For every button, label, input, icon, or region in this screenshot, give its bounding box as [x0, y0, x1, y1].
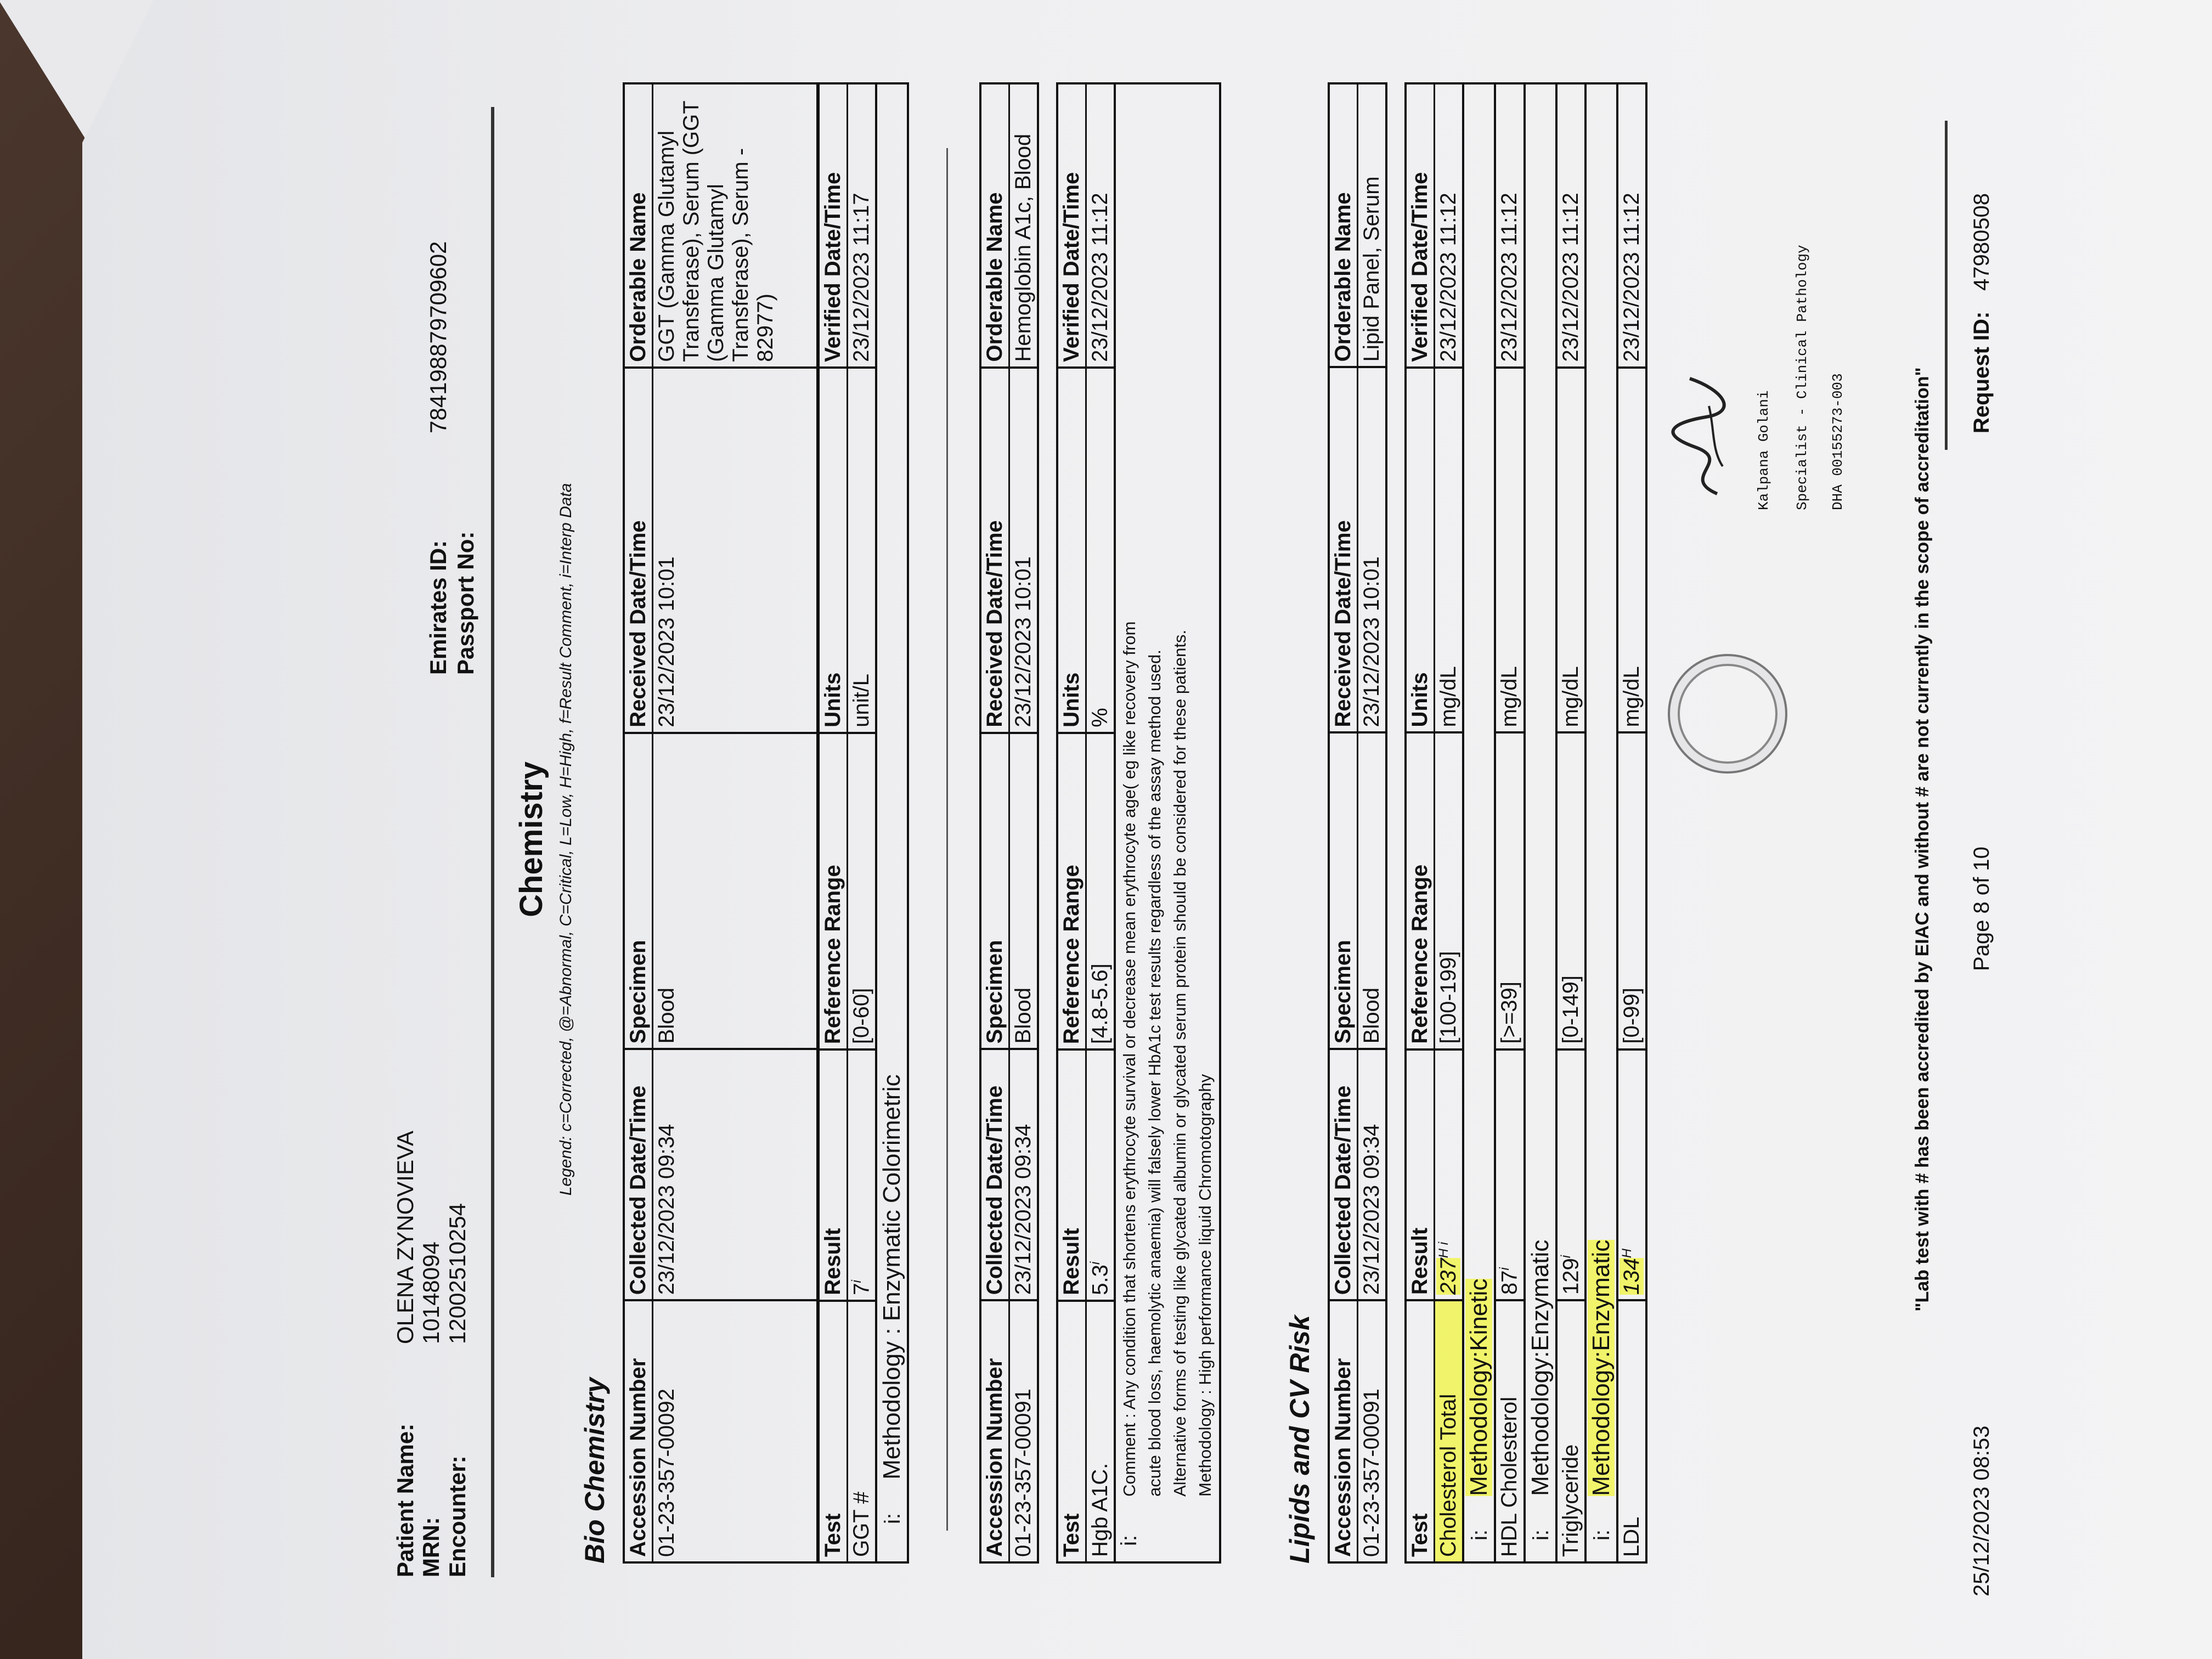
units: mg/dL [1617, 368, 1646, 733]
result-flag: i [1497, 1267, 1513, 1271]
col-test: Test [819, 1301, 848, 1562]
lab-report-page [219, 49, 2212, 1629]
result-number: 237 [1436, 1258, 1461, 1295]
col-result: Result [819, 1049, 848, 1301]
units: mg/dL [1435, 368, 1464, 733]
comment-line: Alternative forms of testing like glycated albumin or glycated serum protein should be considered for these patients. [1170, 629, 1190, 1497]
emirates-id-label: Emirates ID: [425, 540, 451, 675]
verified-datetime: 23/12/2023 11:12 [1086, 83, 1115, 368]
col-units: Units [1406, 368, 1435, 733]
units: % [1086, 368, 1115, 733]
units: mg/dL [1556, 368, 1585, 733]
bio-order-table-2 [979, 82, 1039, 1564]
passport-label: Passport No: [453, 531, 478, 675]
interp-cell [1463, 83, 1495, 1562]
test-name: GGT # [848, 1301, 877, 1562]
result-flag: i [1088, 1261, 1103, 1265]
col-test: Test [1057, 1301, 1086, 1562]
result-flag: H [1619, 1248, 1634, 1259]
legend: Legend: c=Corrected, @=Abnormal, C=Critical, L=Low, H=High, f=Result Comment, i=Interp Data [557, 483, 575, 1196]
interp-block [1117, 89, 1218, 1557]
units: unit/L [848, 368, 877, 733]
page-number: Page 8 of 10 [1970, 847, 1994, 971]
request-id: 47980508 [1970, 193, 1994, 291]
methodology: Methodology:Enzymatic [1587, 1239, 1615, 1496]
interp-row [876, 83, 908, 1562]
table-row [1617, 83, 1646, 1562]
reference-range: [0-149] [1556, 732, 1585, 1049]
result-header-row [819, 83, 848, 1562]
accreditation-note: "Lab test with # has been accredited by EIAC and without # are not currently in the scope of accreditation" [1912, 367, 1933, 1312]
encounter-value: 12002510254 [444, 1203, 470, 1344]
interp-cell [1585, 83, 1617, 1562]
mrn-value: 10148094 [418, 1242, 444, 1344]
result-number: 5.3 [1088, 1265, 1113, 1295]
interp-cell [876, 83, 908, 1562]
interp-label: i: [1589, 1530, 1614, 1541]
mrn-label: MRN: [418, 1517, 444, 1577]
orderable-name: Lipid Panel, Serum [1358, 83, 1387, 367]
result-header-row [1057, 83, 1086, 1562]
page-title: Chemistry [514, 761, 549, 917]
received-datetime: 23/12/2023 10:01 [653, 368, 817, 733]
col-specimen: Specimen [1329, 732, 1358, 1049]
signature-icon [1657, 368, 1739, 499]
col-orderable: Orderable Name [980, 83, 1009, 368]
reference-range: [100-199] [1435, 732, 1464, 1049]
lab-stamp [1668, 654, 1787, 774]
result-value [848, 1049, 877, 1301]
test-name: LDL [1617, 1300, 1646, 1562]
col-collected: Collected Date/Time [624, 1049, 653, 1300]
reference-range: [>=39] [1495, 732, 1524, 1049]
received-datetime: 23/12/2023 10:01 [1009, 368, 1039, 733]
footer-rule [1945, 121, 1948, 450]
request-id-label: Request ID: [1970, 311, 1994, 433]
comment-line: acute blood loss, haemolytic anaemia) will falsely lower HbA1c test results regardless of the assay method used. [1145, 650, 1165, 1497]
accession-number: 01-23-357-00091 [1358, 1300, 1387, 1562]
result-flag: i [1558, 1255, 1573, 1259]
test-name: HDL Cholesterol [1495, 1300, 1524, 1562]
interp-label: i: [1528, 1530, 1553, 1541]
interp-cell [1115, 83, 1220, 1562]
interp-row [1525, 83, 1556, 1562]
result-number: 7 [849, 1283, 874, 1295]
table-row [1495, 83, 1524, 1562]
verified-datetime: 23/12/2023 11:17 [848, 83, 877, 368]
methodology: Methodology : Enzymatic Colorimetric [878, 1074, 906, 1480]
col-test: Test [1406, 1300, 1435, 1562]
col-result: Result [1406, 1049, 1435, 1300]
lipid-result-table [1404, 82, 1647, 1564]
col-orderable: Orderable Name [1329, 83, 1358, 367]
section-bio-chemistry: Bio Chemistry [579, 1378, 610, 1564]
patient-name: OLENA ZYNOVIEVA [392, 1130, 418, 1344]
table-row [1556, 83, 1585, 1562]
accession-number: 01-23-357-00092 [653, 1300, 817, 1562]
interp-cell [1525, 83, 1556, 1562]
orderable-name: GGT (Gamma Glutamyl Transferase), Serum (GGT (Gamma Glutamyl Transferase), Serum - 82977) [653, 83, 817, 368]
comment-text [1117, 622, 1218, 1497]
table-row [1086, 83, 1115, 1562]
col-received: Received Date/Time [980, 368, 1009, 733]
signer-license: DHA 00155273-003 [1830, 373, 1846, 510]
interp-label: i: [881, 1513, 905, 1524]
collected-datetime: 23/12/2023 09:34 [653, 1049, 817, 1300]
col-collected: Collected Date/Time [1329, 1049, 1358, 1300]
col-orderable: Orderable Name [624, 83, 653, 368]
col-verified: Verified Date/Time [1057, 83, 1086, 368]
reference-range: [4.8-5.6] [1086, 733, 1115, 1049]
methodology: Methodology:Kinetic [1465, 1278, 1493, 1496]
table-row [848, 83, 877, 1562]
bio-order-table-1 [623, 82, 819, 1564]
col-received: Received Date/Time [624, 368, 653, 733]
test-name: Triglyceride [1556, 1300, 1585, 1562]
result-value [1556, 1049, 1585, 1300]
interp-row [1115, 83, 1220, 1562]
orderable-name: Hemoglobin A1c, Blood [1009, 83, 1039, 368]
result-flag: H i [1436, 1242, 1451, 1259]
table-row [1358, 83, 1387, 1562]
result-value [1617, 1049, 1646, 1300]
comment-line: Comment : Any condition that shortens erythrocyte survival or decrease mean erythrocyte age( eg like recovery from [1120, 621, 1139, 1497]
col-specimen: Specimen [624, 733, 653, 1049]
verified-datetime: 23/12/2023 11:12 [1617, 83, 1646, 368]
specimen: Blood [653, 733, 817, 1049]
accession-number: 01-23-357-00091 [1009, 1300, 1039, 1562]
reference-range: [0-99] [1617, 732, 1646, 1049]
col-result: Result [1057, 1049, 1086, 1301]
interp-label: i: [1468, 1530, 1492, 1541]
col-accession: Accession Number [624, 1300, 653, 1562]
print-date: 25/12/2023 08:53 [1970, 1425, 1994, 1596]
collected-datetime: 23/12/2023 09:34 [1358, 1049, 1387, 1300]
order-header-row [1329, 83, 1358, 1562]
ggt-result-table [817, 82, 909, 1564]
header-rule [491, 107, 494, 1577]
signer-name: Kalpana Golani [1756, 390, 1772, 510]
section-lipids: Lipids and CV Risk [1284, 1315, 1315, 1564]
encounter-label: Encounter: [444, 1455, 470, 1577]
collected-datetime: 23/12/2023 09:34 [1009, 1049, 1039, 1300]
order-header-row [980, 83, 1009, 1562]
test-name: Hgb A1C. [1086, 1301, 1115, 1562]
table-row [1009, 83, 1039, 1562]
col-reference-range: Reference Range [1057, 733, 1086, 1049]
interp-row [1463, 83, 1495, 1562]
col-verified: Verified Date/Time [819, 83, 848, 368]
result-number: 134 [1620, 1258, 1644, 1295]
result-number: 87 [1497, 1270, 1522, 1295]
col-received: Received Date/Time [1329, 367, 1358, 732]
result-number: 129 [1558, 1258, 1583, 1295]
patient-name-label: Patient Name: [392, 1423, 418, 1577]
hba1c-result-table [1056, 82, 1221, 1564]
col-reference-range: Reference Range [1406, 732, 1435, 1049]
interp-label: i: [1117, 1535, 1142, 1546]
result-flag: i [849, 1280, 864, 1283]
col-collected: Collected Date/Time [980, 1049, 1009, 1300]
col-reference-range: Reference Range [819, 733, 848, 1049]
result-value [1435, 1049, 1464, 1300]
test-name: Cholesterol Total [1435, 1300, 1464, 1562]
col-accession: Accession Number [980, 1300, 1009, 1562]
comment-line: Methodology : High performance liquid Chromotography [1195, 1074, 1215, 1497]
verified-datetime: 23/12/2023 11:12 [1556, 83, 1585, 368]
result-value [1086, 1049, 1115, 1301]
col-units: Units [819, 368, 848, 733]
lipid-order-table [1328, 82, 1387, 1564]
table-row [1435, 83, 1464, 1562]
units: mg/dL [1495, 368, 1524, 733]
methodology: Methodology:Enzymatic [1526, 1239, 1554, 1496]
order-header-row [624, 83, 653, 1562]
result-value [1495, 1049, 1524, 1300]
specimen: Blood [1009, 733, 1039, 1049]
table-row [653, 83, 817, 1562]
col-accession: Accession Number [1329, 1300, 1358, 1562]
verified-datetime: 23/12/2023 11:12 [1495, 83, 1524, 368]
divider [946, 148, 948, 1531]
reference-range: [0-60] [848, 733, 877, 1049]
specimen: Blood [1358, 732, 1387, 1049]
col-units: Units [1057, 368, 1086, 733]
col-specimen: Specimen [980, 733, 1009, 1049]
col-verified: Verified Date/Time [1406, 83, 1435, 368]
interp-row [1585, 83, 1617, 1562]
received-datetime: 23/12/2023 10:01 [1358, 367, 1387, 732]
signer-title: Specialist - Clinical Pathology [1794, 245, 1810, 510]
verified-datetime: 23/12/2023 11:12 [1435, 83, 1464, 368]
emirates-id: 784198879709602 [425, 241, 451, 433]
result-header-row [1406, 83, 1435, 1562]
